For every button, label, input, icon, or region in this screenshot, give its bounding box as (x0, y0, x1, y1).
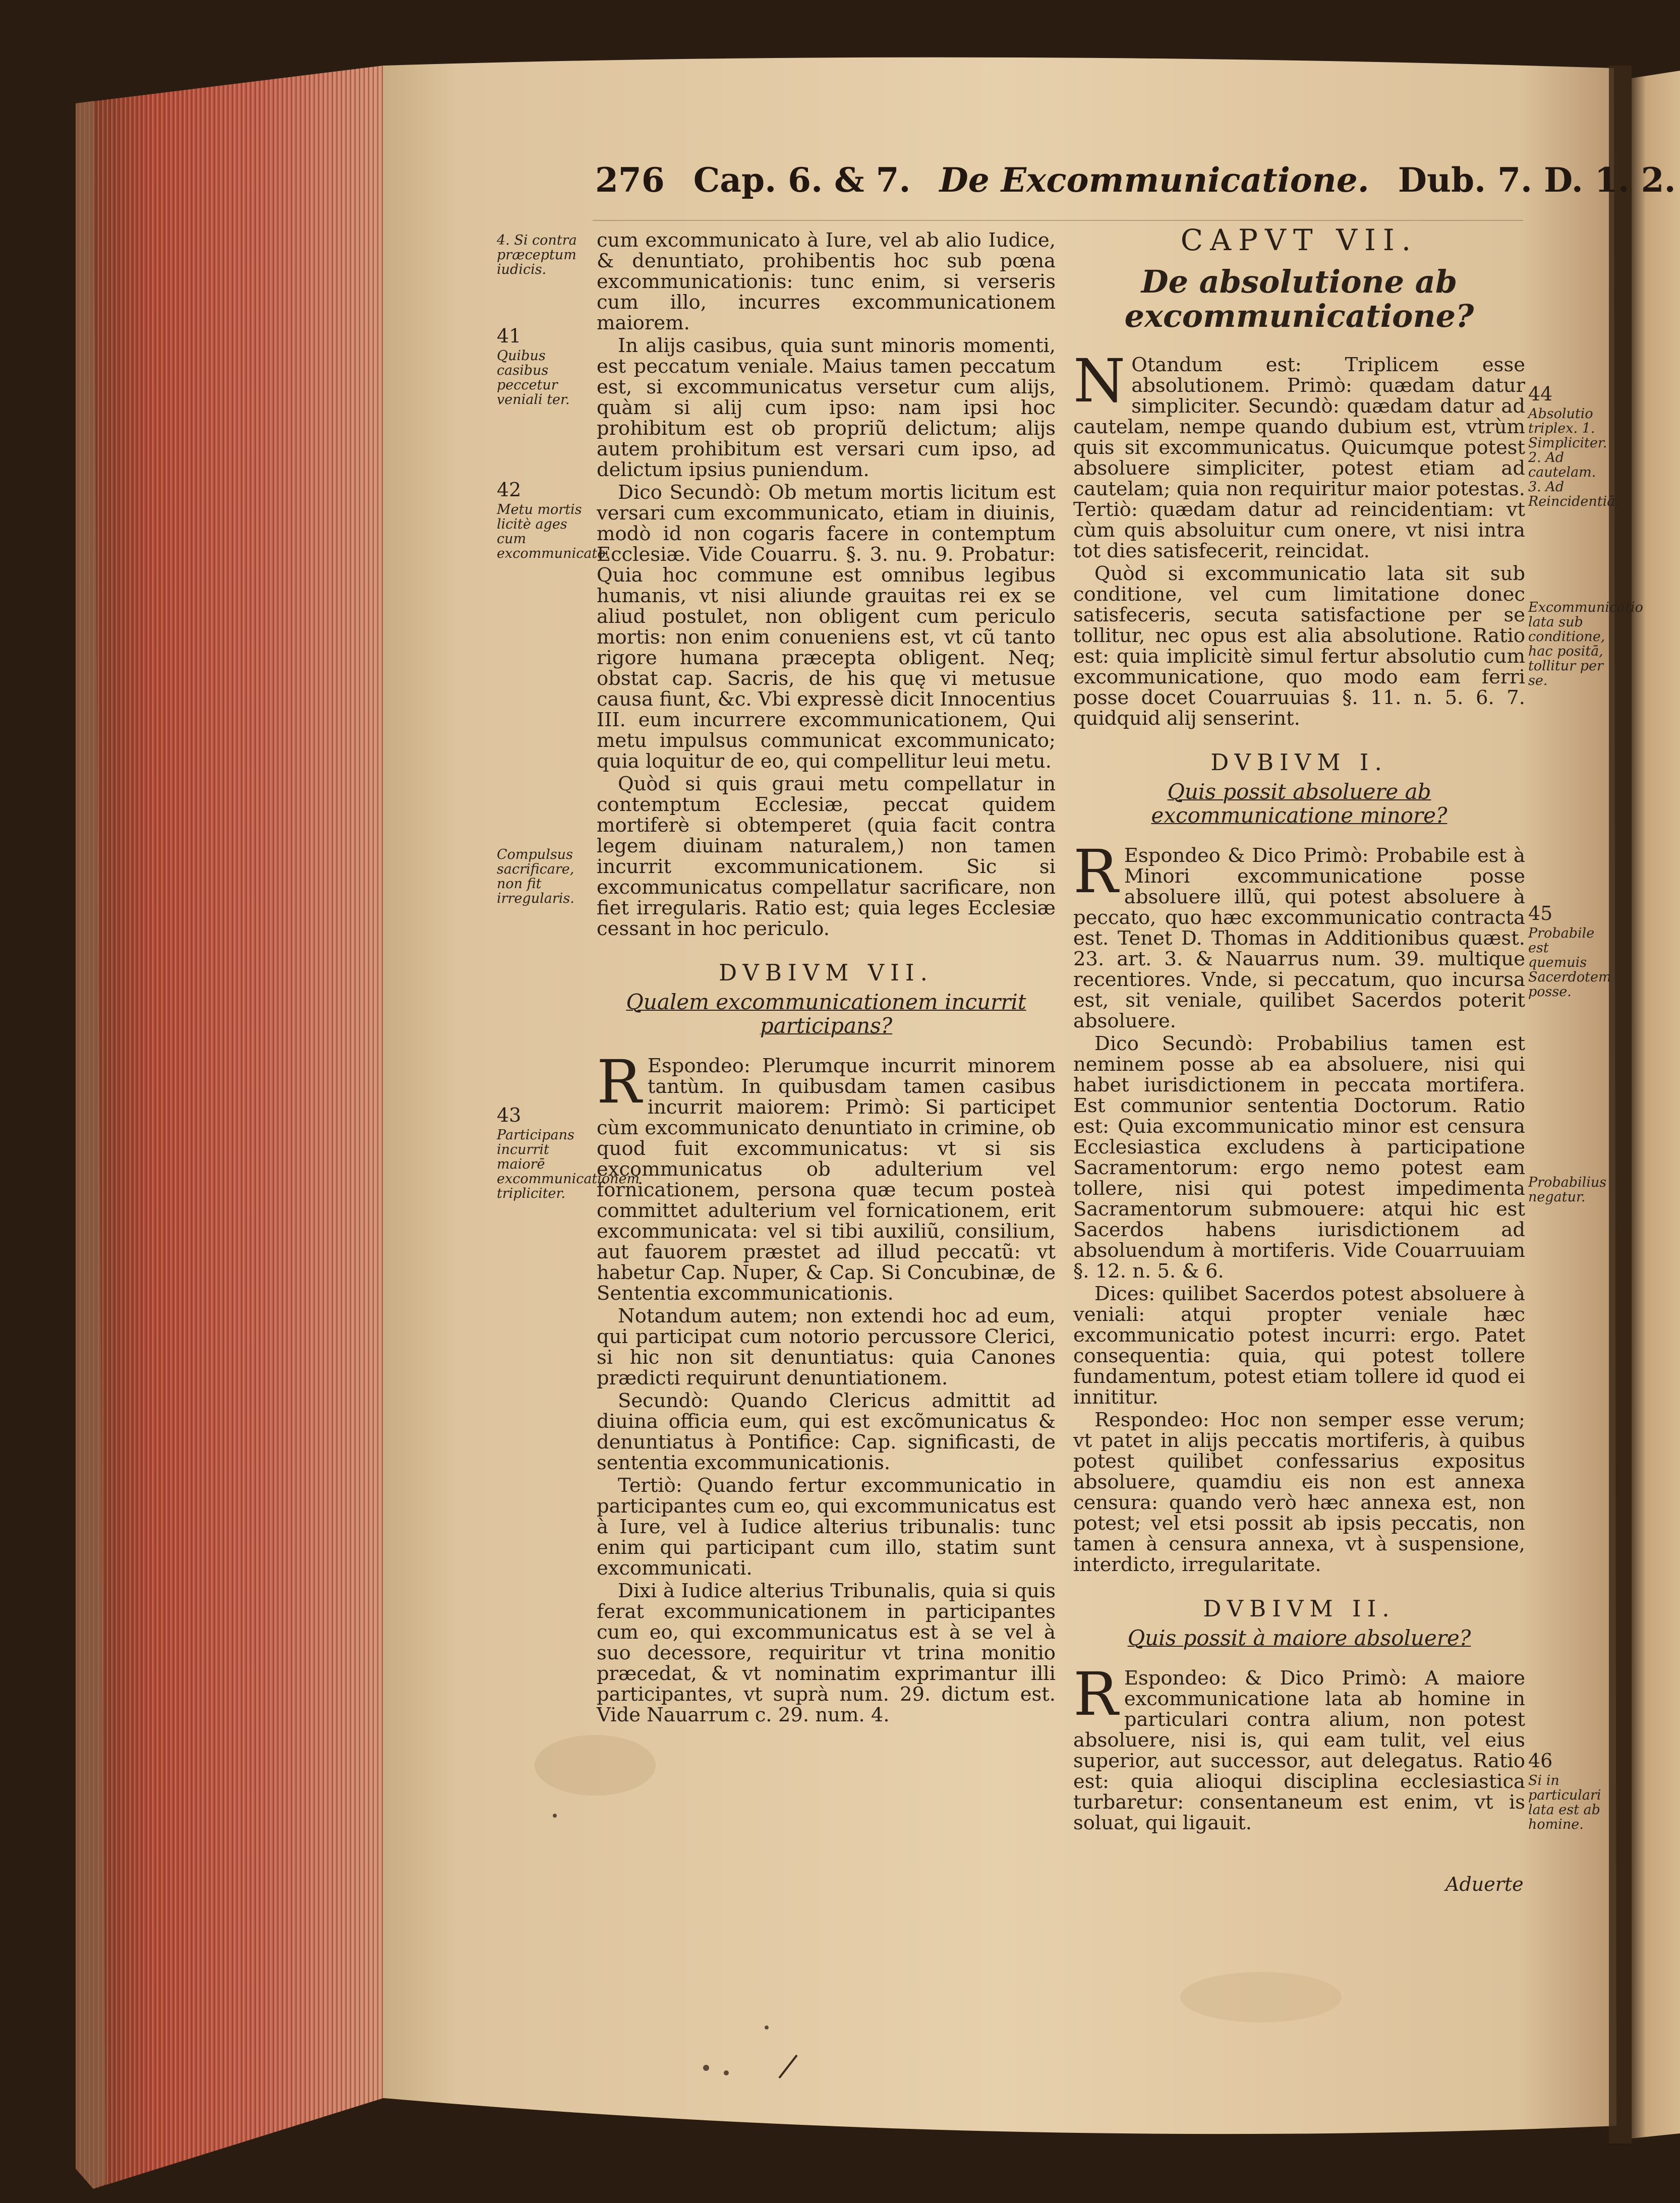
drop-cap: R (1073, 1659, 1118, 1729)
right-paragraph-4: Dico Secundò: Probabilius tamen est neminem posse ab ea absoluere, nisi qui habet iurisdictionem in peccata mortifera. Est communior sententia Doctorum. Ratio est: Quia excommunicatio minor est censura Ecclesiastica excludens à participatione Sacramentorum: ergo nemo potest eam tollere, nisi qui potest impedimenta Sacramentorum submouere: atqui hic est Sacerdos habens iurisdictionem ad absoluendum à mortiferis. Vide Couarruuiam §. 12. n. 5. & 6. (1073, 1032, 1525, 1283)
dubium-7-question: Qualem excommunicationem incurrit participans? (626, 990, 1026, 1038)
left-paragraph-5-text: Espondeo: Plerumque incurrit minorem tantùm. In quibusdam tamen casibus incurrit maiorem: Primò: Si participet cùm excommunicato denuntiato in crimine, ob quod fuit excommunicatus: vt si sis excommunicatus ob adulterium vel fornicationem, persona quæ tecum posteà committet adulterium vel fornicationem, erit excommunicata: vel si tibi auxiliũ, consilium, aut fauorem præstet ad illud peccatũ: vt habetur Cap. Nuper, & Cap. Si Concubinæ, de Sententia excommunicationis. (597, 1055, 1056, 1305)
margin-note-number: 44 (1528, 383, 1553, 405)
drop-cap: N (1073, 346, 1126, 416)
running-header (595, 160, 1674, 221)
margin-note-conditio (1528, 600, 1643, 688)
dubium-1-question: Quis possit absoluere ab excommunicatione minore? (1151, 779, 1447, 828)
right-paragraph-1 (1073, 346, 1525, 562)
margin-note-text: Probabilius negatur. (1528, 1175, 1607, 1205)
right-paragraph-2: Quòd si excommunicatio lata sit sub conditione, vel cum limitatione donec satisfeceris, secuta satisfactione per se tollitur, nec opus est alia absolutione. Ratio est: quia implicitè simul fertur absolutio cum excommunicatione, quo modo eam ferri posse docet Couarruuias §. 11. n. 5. 6. 7. quidquid alij senserint. (1073, 562, 1525, 730)
margin-note-number: 42 (497, 479, 522, 501)
margin-note-text: Absolutio triplex. 1. Simpliciter. 2. Ad cautelam. 3. Ad Reincidentiā. (1528, 406, 1619, 509)
left-paragraph-6: Notandum autem; non extendi hoc ad eum, qui participat cum notorio percussore Clerici, si hic non sit denuntiatus: quia Canones prædicti requirunt denuntiationem. (597, 1305, 1056, 1389)
margin-note-compulsus (497, 847, 585, 906)
dubium-1-heading: DVBIVM I. (1210, 749, 1388, 776)
drop-cap: R (1073, 837, 1118, 906)
margin-note-42 (497, 479, 610, 561)
margin-note-43 (497, 1104, 640, 1201)
margin-note-text: 4. Si contra præceptum iudicis. (497, 233, 577, 277)
right-paragraph-3 (1073, 837, 1525, 1032)
margin-note-45 (1528, 903, 1609, 999)
margin-note-44 (1528, 383, 1619, 509)
margin-note-41 (497, 325, 585, 407)
drop-cap: R (597, 1047, 642, 1117)
dubium-2-heading: DVBIVM II. (1203, 1595, 1396, 1622)
margin-note-text: Excommunicatio lata sub conditione, hac positā, tollitur per se. (1528, 600, 1643, 688)
header-subject: De Excommunicatione. (939, 160, 1369, 200)
left-paragraph-9: Dixi à Iudice alterius Tribunalis, quia si quis ferat excommunicationem in participantes cum eo, qui excommunicatus est à se vel à suo decessore, requiritur vt trina monitio præcedat, & vt nominatim exprimantur illi participantes, vt suprà num. 29. dictum est. Vide Nauarrum c. 29. num. 4. (597, 1580, 1056, 1726)
dubium-2-question: Quis possit à maiore absoluere? (1127, 1626, 1471, 1650)
catchword: Aduerte (1445, 1873, 1524, 1895)
right-paragraph-1-text: Otandum est: Triplicem esse absolutionem. Primò: quædam datur simpliciter. Secundò: quædam datur ad cautelam, nempe quando dubium est, vtrùm quis sit excommunicatus. Quicumque potest absoluere simpliciter, potest etiam ad cautelam; quia non requiritur maior potestas. Tertiò: quædam datur ad reincidentiam: vt cùm quis absoluitur cum onere, vt nisi intra tot dies satisfecerit, reincidat. (1073, 354, 1525, 562)
dubium-7-heading: DVBIVM VII. (719, 959, 934, 986)
left-paragraph-8: Tertiò: Quando fertur excommunicatio in participantes cum eo, qui excommunicatus est à Iure, vel à Iudice alterius tribunalis: tunc enim qui participant cum illo, statim sunt excommunicati. (597, 1474, 1056, 1580)
margin-note-text: Compulsus sacrificare, non fit irregularis. (497, 847, 574, 906)
right-paragraph-6: Respondeo: Hoc non semper esse verum; vt patet in alijs peccatis mortiferis, à quibus potest quilibet confessarius expositus absoluere, quamdiu eis non est annexa censura: quando verò hæc annexa est, non potest; vel etsi possit ab ipsis peccatis, non tamen à censura annexa, vt à suspensione, interdicto, irregularitate. (1073, 1409, 1525, 1576)
right-column (1073, 223, 1525, 1835)
right-paragraph-7 (1073, 1659, 1525, 1834)
header-locator: Dub. 7. D. 1. 2. (1398, 160, 1676, 200)
margin-note-40 (497, 233, 585, 277)
left-paragraph-2: In alijs casibus, quia sunt minoris momenti, est peccatum veniale. Maius tamen peccatum est, si excommunicatus versetur cum alijs, quàm si alij cum ipso: nam ipsi hoc prohibitum est ob propriũ delictum; alijs autem prohibitum est versari cum ipso, ad delictum ipsius puniendum. (597, 334, 1056, 481)
margin-note-text: Quibus casibus peccetur veniali ter. (497, 348, 570, 408)
left-paragraph-3: Dico Secundò: Ob metum mortis licitum est versari cum excommunicato, etiam in diuinis, modò id non cogaris facere in contemptum Ecclesiæ. Vide Couarru. §. 3. nu. 9. Probatur: Quia hoc commune est omnibus legibus humanis, vt nisi aliunde grauitas rei ex se aliud postulet, non obligent cum periculo mortis: non enim conueniens est, vt cũ tanto rigore humana præcepta obligent. Neq; obstat cap. Sacris, de his quę vi metusue causa fiunt, &c. Vbi expressè dicit Innocentius III. eum incurrere excommunicationem, Qui metu impulsus communicat excommunicato; quia loquitur de eo, qui compellitur leui metu. (597, 481, 1056, 773)
left-paragraph-5 (597, 1047, 1056, 1305)
margin-note-text: Participans incurrit maiorē excommunicationem tripliciter. (497, 1127, 640, 1201)
right-paragraph-3-text: Espondeo & Dico Primò: Probabile est à Minori excommunicatione posse absoluere illũ, qui potest absoluere à peccato, quo hæc excommunicatio contracta est. Tenet D. Thomas in Additionibus quæst. 23. art. 3. & Nauarrus num. 39. multique recentiores. Vnde, si peccatum, quo incursa est, sit veniale, quilibet Sacerdos poterit absoluere. (1073, 844, 1525, 1032)
page-number: 276 (595, 160, 665, 200)
header-chapters: Cap. 6. & 7. (693, 160, 911, 200)
margin-note-probabilius (1528, 1175, 1609, 1204)
caput-title: De absolutione ab excommunicatione? (1124, 263, 1474, 334)
caput-heading: CAPVT VII. (1180, 223, 1418, 257)
right-paragraph-5: Dices: quilibet Sacerdos potest absoluere à veniali: atqui propter veniale hæc excommunicatio potest incurri: ergo. Patet consequentia: quia, qui potest tollere fundamentum, potest etiam tollere id quod ei innititur. (1073, 1283, 1525, 1409)
left-paragraph-1: cum excommunicato à Iure, vel ab alio Iudice, & denuntiato, prohibentis hoc sub pœna excommunicationis: tunc enim, si verseris cum illo, incurres excommunicationem maiorem. (597, 229, 1056, 334)
right-paragraph-7-text: Espondeo: & Dico Primò: A maiore excommunicatione lata ab homine in particulari contra alium, non potest absoluere, nisi is, qui eam tulit, vel eius superior, aut successor, aut delegatus. Ratio est: quia alioqui disciplina ecclesiastica turbaretur: consentaneum est enim, vt is soluat, qui ligauit. (1073, 1667, 1525, 1834)
margin-note-text: Probabile est quemuis Sacerdotem posse. (1528, 925, 1611, 1000)
margin-note-text: Metu mortis licitè ages cum excommunicato. (497, 502, 610, 561)
margin-note-number: 41 (497, 325, 522, 347)
left-column (597, 230, 1056, 1727)
left-paragraph-7: Secundò: Quando Clericus admittit ad diuina officia eum, qui est excõmunicatus & denuntiatus à Pontifice: Cap. significasti, de sententia excommunicationis. (597, 1389, 1056, 1474)
margin-note-46 (1528, 1750, 1609, 1832)
margin-note-number: 43 (497, 1104, 522, 1126)
left-paragraph-4: Quòd si quis graui metu compellatur in contemptum Ecclesiæ, peccat quidem mortiferè si obtemperet (quia facit contra legem diuinam naturalem,) non tamen incurrit excommunicationem. Sic si excommunicatus compellatur sacrificare, non fiet irregularis. Ratio est; quia leges Ecclesiæ cessant in hoc periculo. (597, 773, 1056, 940)
margin-note-text: Si in particulari lata est ab homine. (1528, 1773, 1601, 1832)
margin-note-number: 46 (1528, 1750, 1553, 1772)
margin-note-number: 45 (1528, 902, 1553, 924)
